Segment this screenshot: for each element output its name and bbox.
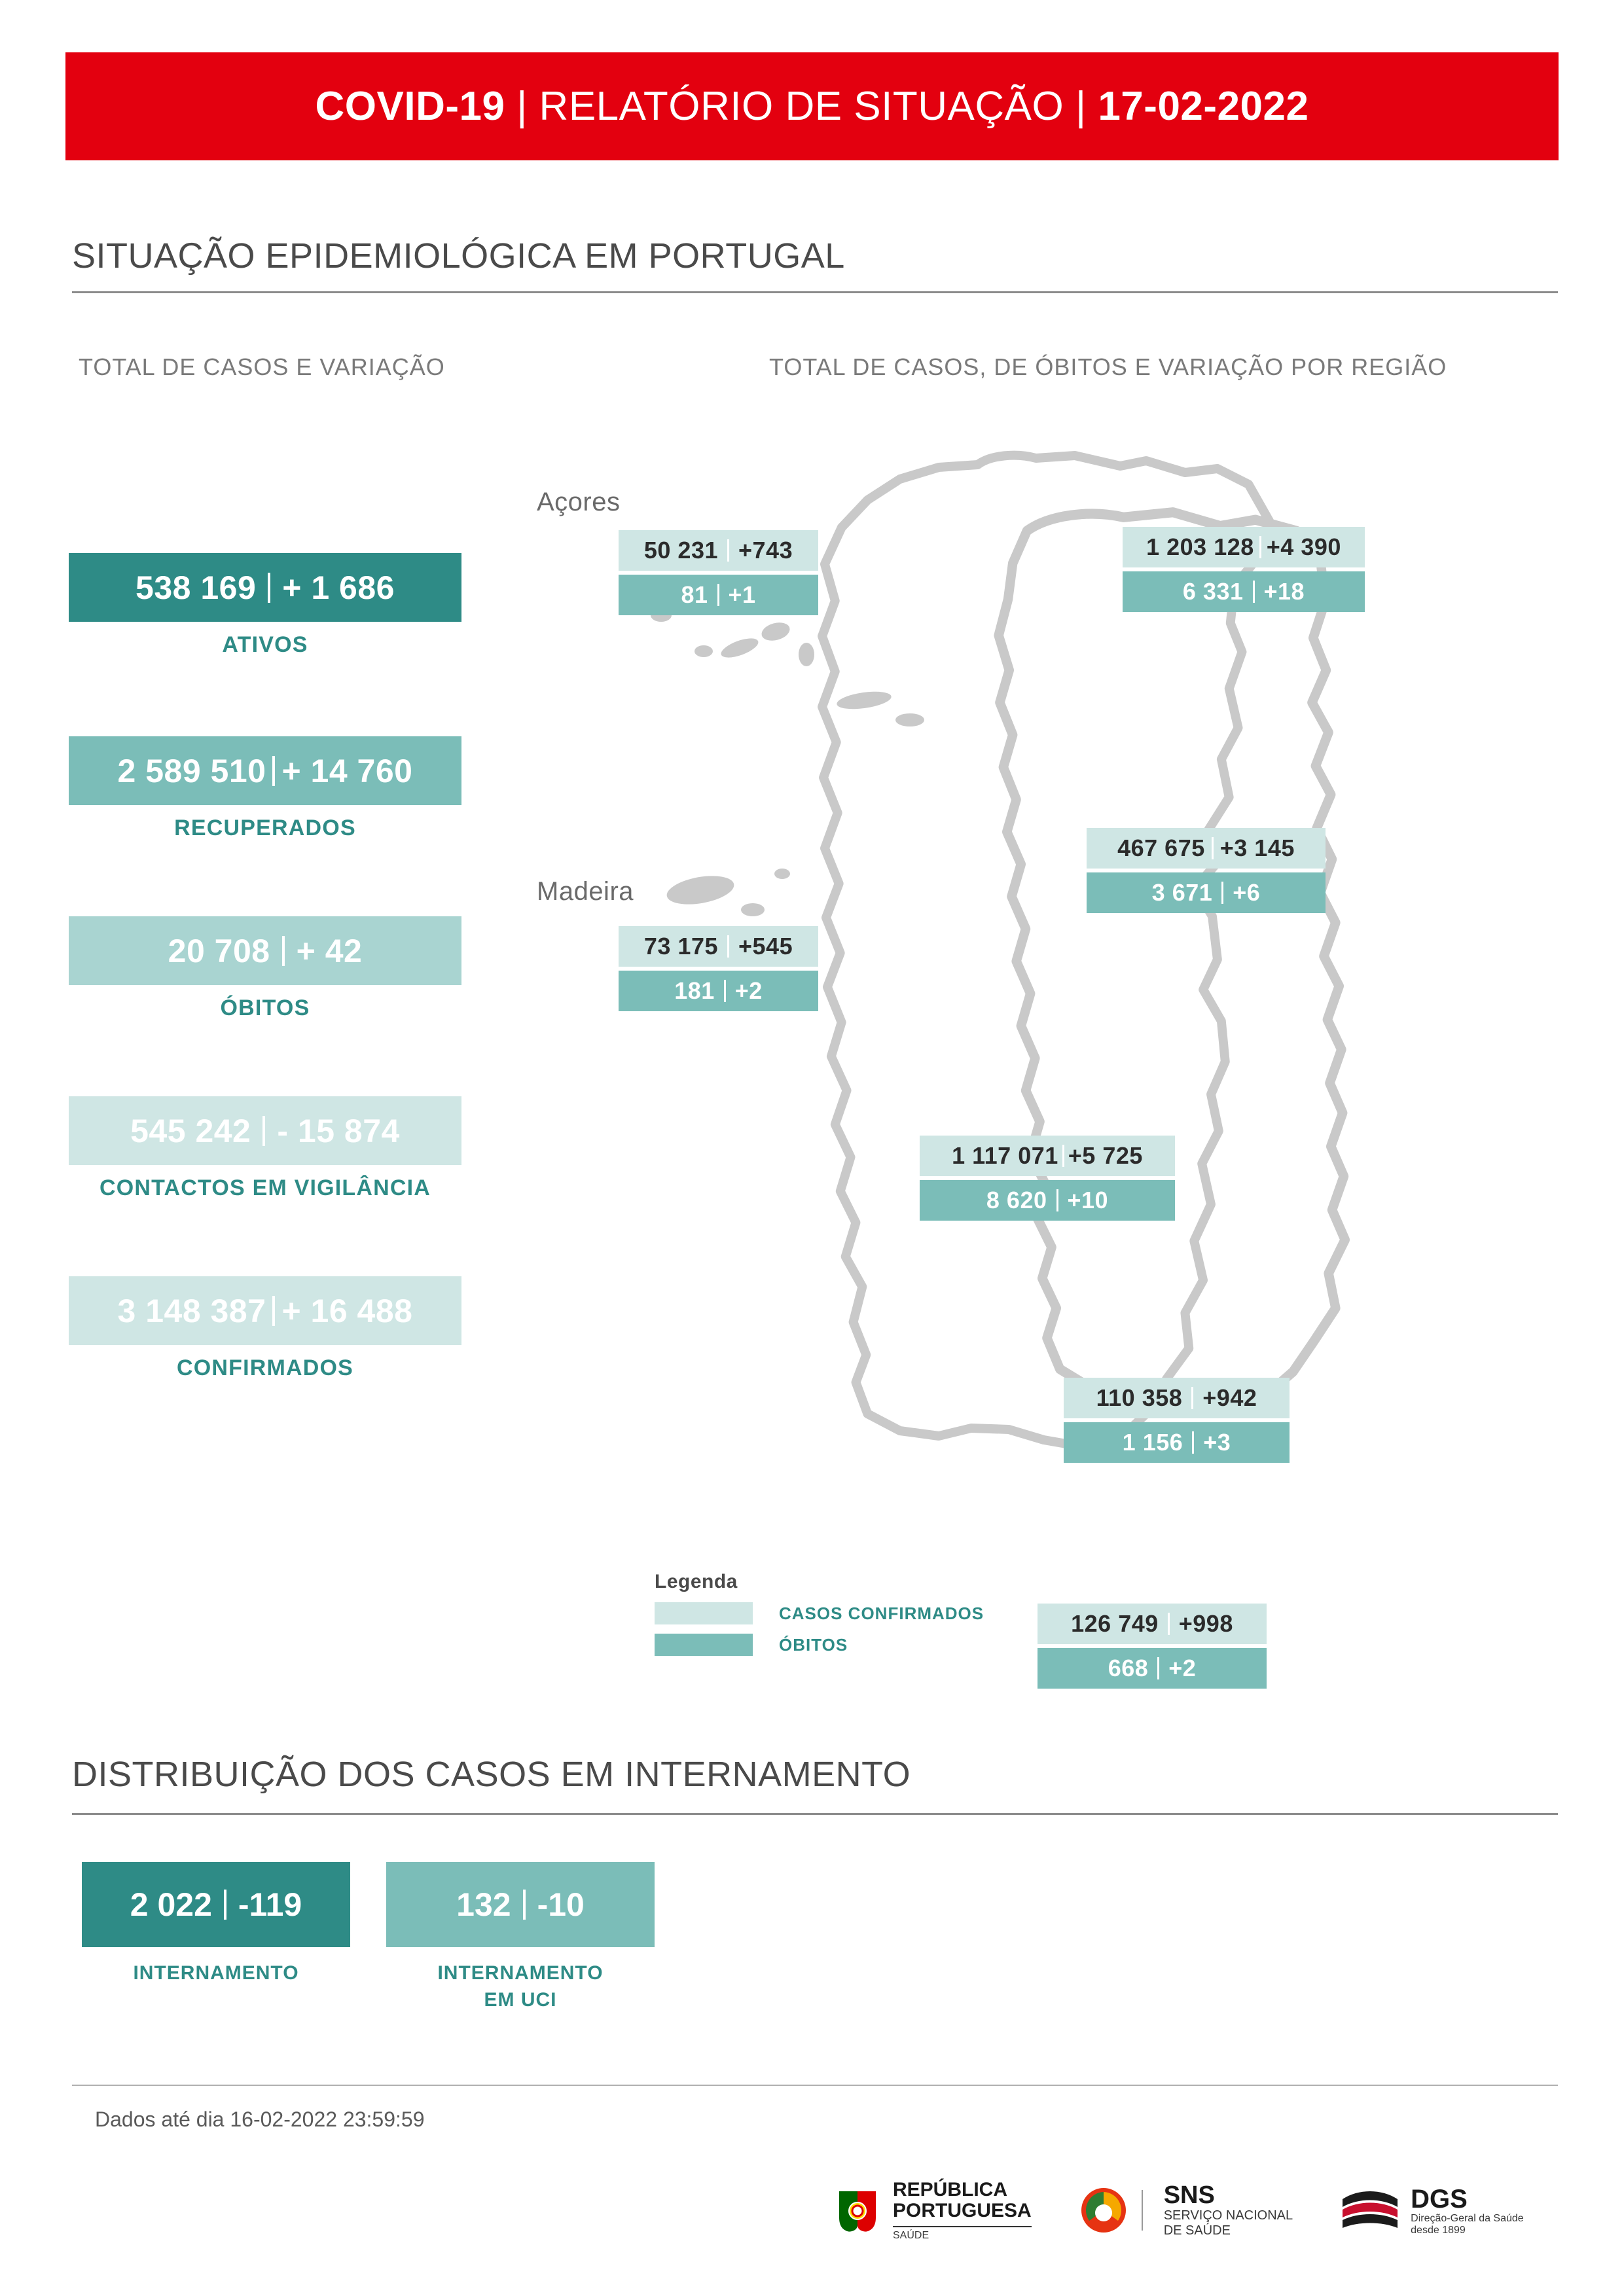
alentejo-cases: 110 358 [1096, 1384, 1183, 1411]
legend-label-casos: CASOS CONFIRMADOS [779, 1603, 984, 1623]
kpi-contactos-vigilancia [69, 1096, 461, 1201]
region-badge-centro [1087, 828, 1326, 913]
badge-separator [1253, 581, 1255, 603]
badge-separator [1259, 536, 1261, 558]
centro-cases: 467 675 [1117, 834, 1205, 861]
kpi-confirmados-delta: + 16 488 [281, 1292, 413, 1329]
kpi-contactos-value: 545 242 [130, 1112, 251, 1149]
madeira-cases: 73 175 [643, 933, 718, 960]
logo-sns-line1: SNS [1163, 2181, 1215, 2209]
section-title-epidemiological: SITUAÇÃO EPIDEMIOLÓGICA EM PORTUGAL [72, 236, 845, 276]
logo-sns [1077, 2183, 1293, 2239]
badge-separator [717, 584, 719, 606]
legend-item-casos [655, 1602, 984, 1624]
centro-cases-delta: +3 145 [1219, 834, 1295, 861]
section-title-hospitalization: DISTRIBUIÇÃO DOS CASOS EM INTERNAMENTO [72, 1755, 911, 1794]
alentejo-cases-delta: +942 [1202, 1384, 1257, 1411]
norte-deaths-delta: +18 [1263, 578, 1305, 605]
header-sep-2: | [1075, 84, 1087, 129]
acores-deaths: 81 [681, 581, 708, 608]
sns-circle-icon [1077, 2184, 1130, 2236]
label-total-by-region: TOTAL DE CASOS, DE ÓBITOS E VARIAÇÃO POR REGIÃO [769, 353, 1447, 380]
acores-islands [651, 609, 924, 726]
kpi-recuperados-value: 2 589 510 [117, 752, 266, 789]
hosp-uci-value: 132 [456, 1886, 511, 1923]
hosp-internamento-value: 2 022 [130, 1886, 212, 1923]
kpi-contactos-delta: - 15 874 [277, 1112, 400, 1149]
region-badge-algarve [1038, 1604, 1267, 1689]
kpi-ativos-value: 538 169 [135, 569, 257, 606]
logo-divider [1142, 2190, 1143, 2231]
acores-cases: 50 231 [643, 537, 718, 564]
badge-separator [1192, 1431, 1194, 1454]
acores-deaths-delta: +1 [728, 581, 756, 608]
kpi-recuperados-caption: RECUPERADOS [174, 816, 356, 840]
norte-deaths: 6 331 [1182, 578, 1244, 605]
hosp-uci-caption [386, 1960, 655, 2013]
madeira-deaths: 181 [674, 977, 715, 1004]
kpi-obitos-delta: + 42 [296, 932, 363, 969]
section-rule-1 [72, 291, 1558, 293]
region-badge-norte [1123, 527, 1365, 612]
lisboa-cases: 1 117 071 [952, 1142, 1058, 1169]
section-rule-2 [72, 1813, 1558, 1815]
logo-republica-portuguesa [831, 2179, 1032, 2242]
algarve-cases: 126 749 [1071, 1610, 1159, 1637]
header-covid-label: COVID-19 [315, 84, 505, 129]
algarve-deaths: 668 [1108, 1655, 1149, 1681]
header-date: 17-02-2022 [1098, 84, 1309, 129]
hosp-internamento-box [82, 1862, 350, 1947]
kpi-recuperados-delta: + 14 760 [281, 752, 413, 789]
kpi-ativos-delta: + 1 686 [282, 569, 395, 606]
legend-title: Legenda [655, 1571, 738, 1592]
badge-separator [1191, 1387, 1193, 1409]
footer-rule [72, 2085, 1558, 2086]
header-subtitle: RELATÓRIO DE SITUAÇÃO [539, 84, 1064, 129]
kpi-ativos [69, 553, 461, 658]
kpi-obitos [69, 916, 461, 1021]
kpi-obitos-value: 20 708 [168, 932, 270, 969]
region-label-madeira: Madeira [537, 877, 634, 906]
badge-separator [1168, 1613, 1170, 1635]
logo-sns-line3: DE SAÚDE [1163, 2223, 1231, 2238]
region-badge-lisboa [920, 1136, 1175, 1221]
lisboa-deaths-delta: +10 [1067, 1187, 1109, 1213]
shield-icon [831, 2185, 884, 2237]
logo-dgs-line2: Direção-Geral da Saúde [1411, 2212, 1524, 2224]
legend-label-obitos: ÓBITOS [779, 1634, 848, 1655]
badge-separator [727, 539, 729, 562]
logo-sns-line2: SERVIÇO NACIONAL [1163, 2208, 1293, 2223]
legend-swatch-casos [655, 1602, 753, 1624]
logo-dgs-line3: desde 1899 [1411, 2224, 1466, 2236]
region-badge-acores [619, 530, 818, 615]
norte-cases-delta: +4 390 [1266, 533, 1341, 560]
hosp-uci-delta: -10 [537, 1886, 585, 1923]
header-sep-1: | [516, 84, 528, 129]
kpi-confirmados-value: 3 148 387 [117, 1292, 266, 1329]
madeira-deaths-delta: +2 [734, 977, 763, 1004]
kpi-separator [282, 936, 285, 966]
map-legend [655, 1571, 984, 1665]
kpi-separator [268, 573, 270, 603]
hosp-uci-caption-line1: INTERNAMENTO [437, 1962, 604, 1984]
badge-separator [1056, 1189, 1058, 1211]
region-badge-madeira [619, 926, 818, 1011]
logo-rp-line3: SAÚDE [893, 2226, 1032, 2242]
kpi-separator [272, 756, 275, 786]
norte-cases: 1 203 128 [1146, 533, 1254, 560]
header-title [316, 83, 1309, 130]
alentejo-deaths: 1 156 [1122, 1429, 1183, 1456]
kpi-separator [272, 1296, 275, 1326]
logo-rp-line1: REPÚBLICA [893, 2179, 1008, 2200]
dgs-mark-icon [1339, 2185, 1401, 2237]
hosp-separator [523, 1890, 526, 1920]
kpi-contactos-caption: CONTACTOS EM VIGILÂNCIA [99, 1175, 431, 1200]
kpi-confirmados-caption: CONFIRMADOS [176, 1355, 354, 1380]
madeira-cases-delta: +545 [738, 933, 793, 960]
logo-dgs-line1: DGS [1411, 2184, 1468, 2214]
algarve-deaths-delta: +2 [1168, 1655, 1197, 1681]
report-header [65, 52, 1559, 160]
madeira-islands [664, 869, 790, 916]
kpi-obitos-caption: ÓBITOS [220, 996, 310, 1020]
acores-cases-delta: +743 [738, 537, 793, 564]
logo-dgs [1339, 2185, 1524, 2237]
label-total-cases-variation: TOTAL DE CASOS E VARIAÇÃO [79, 353, 445, 380]
legend-swatch-obitos [655, 1634, 753, 1656]
badge-separator [724, 980, 726, 1002]
hosp-uci-box [386, 1862, 655, 1947]
badge-separator [1062, 1145, 1064, 1167]
alentejo-deaths-delta: +3 [1203, 1429, 1231, 1456]
hosp-internamento-delta: -119 [238, 1886, 302, 1923]
hosp-separator [224, 1890, 226, 1920]
badge-separator [1157, 1657, 1159, 1679]
kpi-separator [262, 1116, 265, 1146]
badge-separator [1212, 837, 1214, 859]
lisboa-cases-delta: +5 725 [1068, 1142, 1143, 1169]
badge-separator [1221, 882, 1223, 904]
region-badge-alentejo [1064, 1378, 1290, 1463]
hosp-uci-caption-line2: EM UCI [484, 1988, 557, 2011]
centro-deaths: 3 671 [1151, 879, 1213, 906]
legend-item-obitos [655, 1634, 984, 1656]
kpi-confirmados [69, 1276, 461, 1381]
kpi-ativos-caption: ATIVOS [222, 632, 308, 657]
logo-rp-line2: PORTUGUESA [893, 2199, 1032, 2221]
centro-deaths-delta: +6 [1233, 879, 1261, 906]
region-label-acores: Açores [537, 488, 621, 516]
kpi-recuperados [69, 736, 461, 841]
lisboa-deaths: 8 620 [986, 1187, 1047, 1213]
footer-data-note: Dados até dia 16-02-2022 23:59:59 [95, 2108, 425, 2131]
algarve-cases-delta: +998 [1178, 1610, 1233, 1637]
hosp-internamento-caption: INTERNAMENTO [133, 1962, 299, 1984]
badge-separator [727, 935, 729, 958]
footer-logos [831, 2179, 1570, 2242]
